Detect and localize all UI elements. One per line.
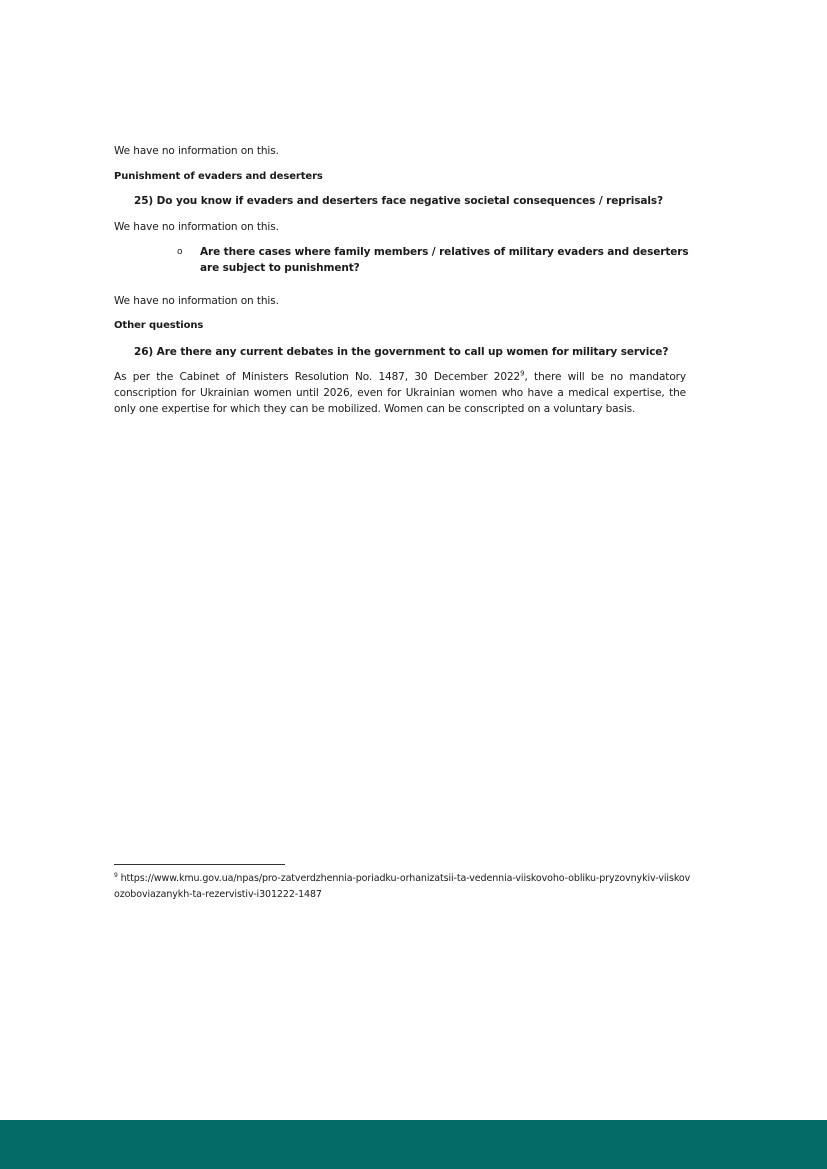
bullet-marker: o <box>177 247 183 257</box>
footnote <box>114 871 694 903</box>
footnote-divider <box>114 864 285 865</box>
footnote-number: 9 <box>114 871 118 879</box>
answer-25-sub-text: We have no information on this. <box>114 295 279 307</box>
footer-bar <box>0 1120 827 1169</box>
subquestion-25 <box>177 244 697 276</box>
question-26: 26) Are there any current debates in the government to call up women for military service? <box>134 346 669 358</box>
section-heading-punishment: Punishment of evaders and deserters <box>114 171 323 182</box>
subquestion-25-text: Are there cases where family members / relatives of military evaders and deserters are subject to punishment? <box>200 246 689 274</box>
answer-26-text-end: , there will be no mandatory conscription for Ukrainian women until 2026, even for Ukrainian women who have a medical expertise, the only one expertise for which they can be mobilized. Women can be conscripted on a voluntary basis. <box>114 371 686 415</box>
answer-text: We have no information on this. <box>114 145 279 157</box>
answer-25-text: We have no information on this. <box>114 221 279 233</box>
question-25: 25) Do you know if evaders and deserters face negative societal consequences / reprisals? <box>134 195 664 207</box>
footnote-reference[interactable]: 9 <box>520 369 525 378</box>
answer-26-paragraph <box>114 369 686 417</box>
section-heading-other: Other questions <box>114 320 204 331</box>
footnote-url-link[interactable]: https://www.kmu.gov.ua/npas/pro-zatverdzhennia-poriadku-orhanizatsii-ta-vedennia-viiskovoho-obliku-pryzovnykiv-viiskovozoboviazanykh-ta-rezervistiv-i301222-1487 <box>114 873 691 900</box>
answer-26-text-start: As per the Cabinet of Ministers Resolution No. 1487, 30 December 2022 <box>114 371 521 383</box>
